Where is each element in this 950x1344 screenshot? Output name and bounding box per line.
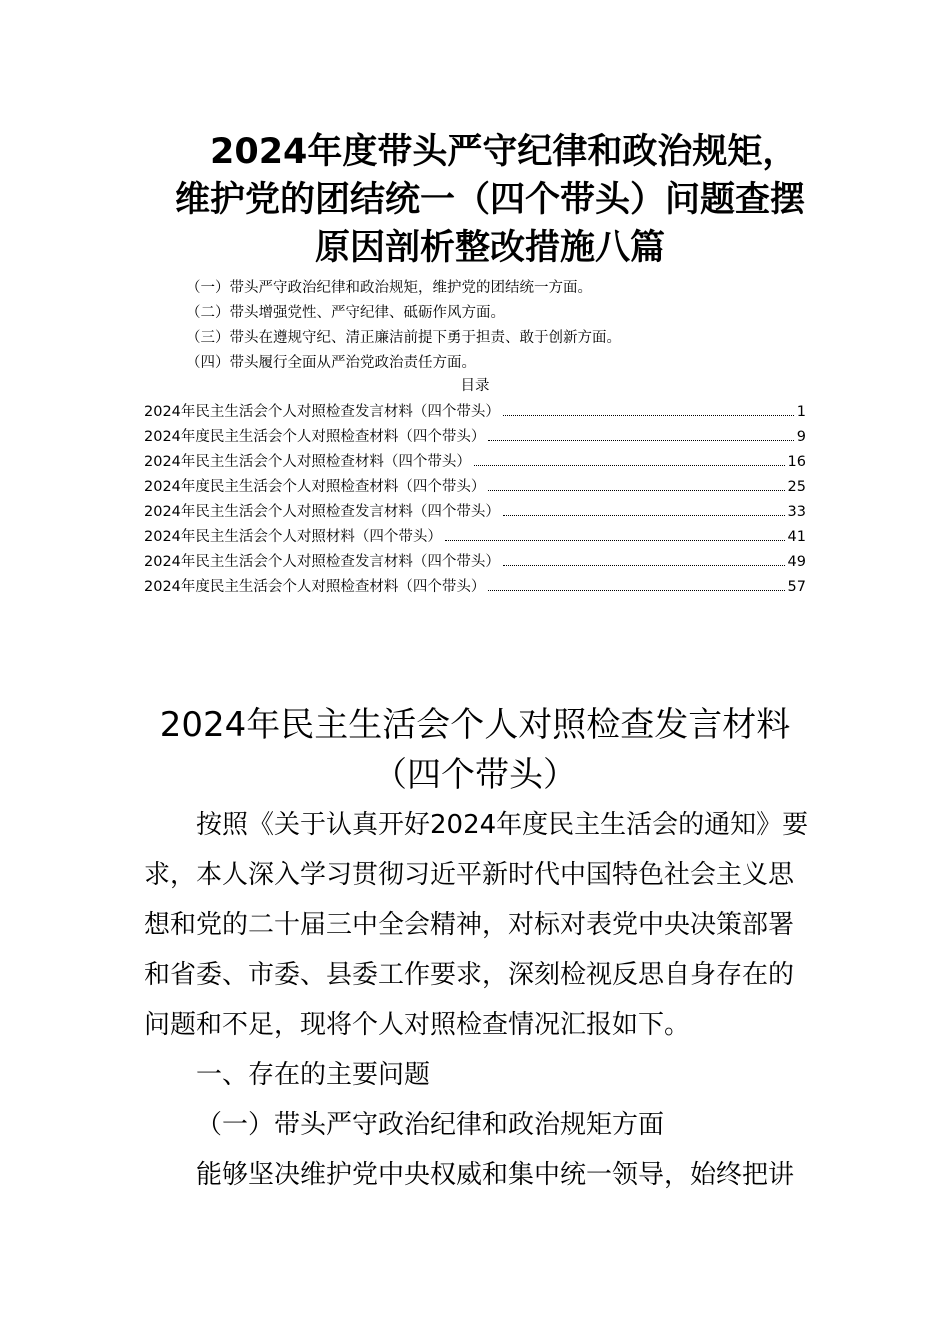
toc-entry-page: 25 xyxy=(787,479,806,495)
toc-entry[interactable] xyxy=(144,425,806,450)
topic-item: （二）带头增强党性、严守纪律、砥砺作风方面。 xyxy=(186,305,505,321)
topic-item: （一）带头严守政治纪律和政治规矩，维护党的团结统一方面。 xyxy=(186,280,592,296)
toc-entry-page: 41 xyxy=(787,529,806,545)
toc-leader-dots xyxy=(503,415,794,416)
toc-entry-page: 49 xyxy=(787,554,806,570)
toc-entry-title: 2024年民主生活会个人对照材料（四个带头） xyxy=(144,529,442,545)
table-of-contents xyxy=(144,400,806,600)
heading-level-2: （一）带头严守政治纪律和政治规矩方面 xyxy=(196,1110,665,1140)
toc-entry-page: 1 xyxy=(796,404,806,420)
toc-entry-page: 57 xyxy=(787,579,806,595)
toc-entry-title: 2024年民主生活会个人对照检查发言材料（四个带头） xyxy=(144,404,500,420)
toc-leader-dots xyxy=(488,590,784,591)
toc-entry-title: 2024年度民主生活会个人对照检查材料（四个带头） xyxy=(144,429,486,445)
title-line-3: 原因剖析整改措施八篇 xyxy=(314,228,665,268)
toc-entry-title: 2024年度民主生活会个人对照检查材料（四个带头） xyxy=(144,579,486,595)
toc-leader-dots xyxy=(474,465,785,466)
section-title-line-1: 2024年民主生活会个人对照检查发言材料 xyxy=(159,705,791,745)
toc-entry-title: 2024年民主生活会个人对照检查发言材料（四个带头） xyxy=(144,554,500,570)
intro-paragraph: 按照《关于认真开好2024年度民主生活会的通知》要求，本人深入学习贯彻习近平新时代中国特色社会主义思想和党的二十届三中全会精神，对标对表党中央决策部署和省委、市委、县委工作要求，深刻检视反思自身存在的问题和不足，现将个人对照检查情况汇报如下。 xyxy=(144,810,809,1040)
toc-entry-page: 9 xyxy=(796,429,806,445)
toc-entry-page: 16 xyxy=(787,454,806,470)
toc-entry[interactable] xyxy=(144,575,806,600)
toc-heading: 目录 xyxy=(460,378,490,394)
toc-entry[interactable] xyxy=(144,550,806,575)
toc-leader-dots xyxy=(445,540,785,541)
toc-entry-title: 2024年民主生活会个人对照检查材料（四个带头） xyxy=(144,454,471,470)
toc-leader-dots xyxy=(488,490,784,491)
toc-leader-dots xyxy=(503,565,785,566)
toc-leader-dots xyxy=(503,515,785,516)
toc-entry-page: 33 xyxy=(787,504,806,520)
title-line-2: 维护党的团结统一（四个带头）问题查摆 xyxy=(174,180,805,220)
toc-entry-title: 2024年度民主生活会个人对照检查材料（四个带头） xyxy=(144,479,486,495)
toc-entry[interactable] xyxy=(144,500,806,525)
section-title xyxy=(60,700,890,800)
toc-entry[interactable] xyxy=(144,525,806,550)
section-body xyxy=(144,800,810,1200)
body-paragraph: 能够坚决维护党中央权威和集中统一领导，始终把讲 xyxy=(196,1160,795,1190)
topic-list xyxy=(186,276,621,376)
toc-leader-dots xyxy=(488,440,793,441)
title-line-1: 2024年度带头严守纪律和政治规矩， xyxy=(210,132,798,172)
topic-item: （四）带头履行全面从严治党政治责任方面。 xyxy=(186,355,476,371)
toc-entry[interactable] xyxy=(144,475,806,500)
document-title xyxy=(140,128,840,272)
topic-item: （三）带头在遵规守纪、清正廉洁前提下勇于担责、敢于创新方面。 xyxy=(186,330,621,346)
section-title-line-2: （四个带头） xyxy=(373,755,577,795)
toc-entry-title: 2024年民主生活会个人对照检查发言材料（四个带头） xyxy=(144,504,500,520)
heading-level-1: 一、存在的主要问题 xyxy=(196,1060,431,1090)
toc-entry[interactable] xyxy=(144,450,806,475)
toc-entry[interactable] xyxy=(144,400,806,425)
